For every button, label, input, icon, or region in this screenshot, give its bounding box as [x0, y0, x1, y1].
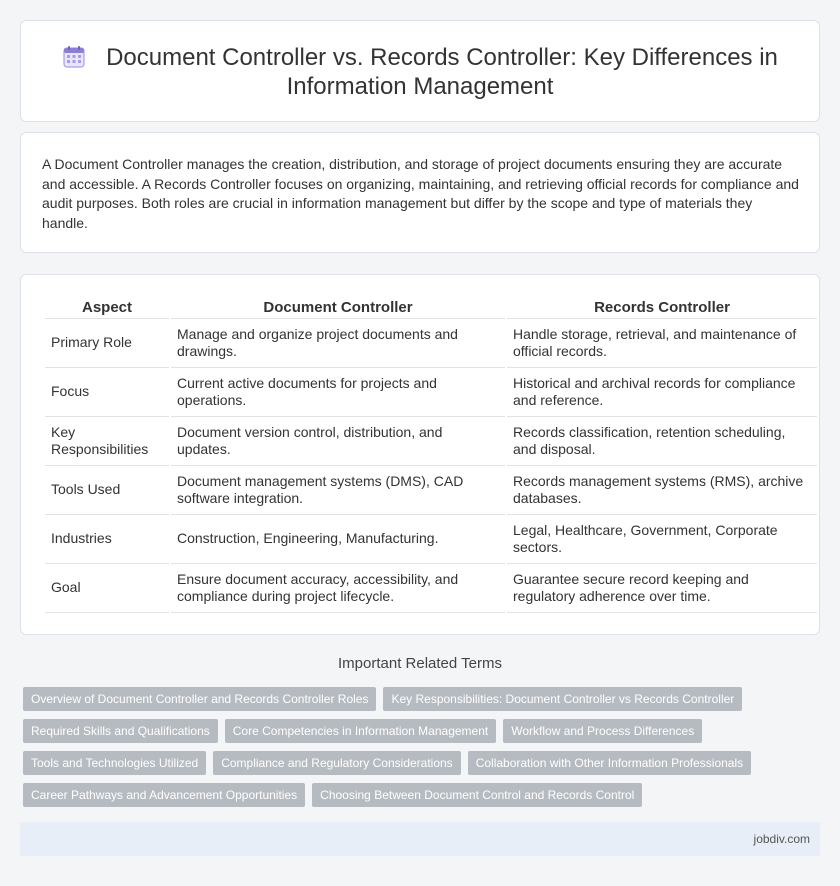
table-header-row	[45, 297, 817, 319]
intro-paragraph: A Document Controller manages the creation, distribution, and storage of project documents ensuring they are accurate and accessible. A Records Controller focuses on organizing, maintaining, and retrieving official records for compliance and audit purposes. Both roles are crucial in information management but differ by the scope and type of materials they handle.	[42, 156, 799, 231]
related-terms-heading: Important Related Terms	[338, 655, 502, 672]
aspect-cell: Tools Used	[45, 466, 169, 515]
related-term-tag[interactable]: Overview of Document Controller and Records Controller Roles	[23, 687, 376, 711]
related-term-tag[interactable]: Required Skills and Qualifications	[23, 719, 218, 743]
tag-row	[23, 687, 803, 711]
related-term-tag[interactable]: Key Responsibilities: Document Controller vs Records Controller	[383, 687, 742, 711]
footer-bar	[20, 822, 820, 856]
document-controller-cell: Manage and organize project documents and drawings.	[171, 319, 505, 368]
document-controller-cell: Document management systems (DMS), CAD software integration.	[171, 466, 505, 515]
records-controller-cell: Guarantee secure record keeping and regulatory adherence over time.	[507, 564, 817, 613]
document-controller-cell: Ensure document accuracy, accessibility, and compliance during project lifecycle.	[171, 564, 505, 613]
document-controller-cell: Current active documents for projects and operations.	[171, 368, 505, 417]
related-term-tag[interactable]: Core Competencies in Information Management	[225, 719, 496, 743]
related-term-tag[interactable]: Workflow and Process Differences	[503, 719, 702, 743]
aspect-cell: Focus	[45, 368, 169, 417]
calendar-icon	[62, 45, 86, 69]
related-term-tag[interactable]: Choosing Between Document Control and Records Control	[312, 783, 642, 807]
tag-row	[23, 719, 803, 743]
related-term-tag[interactable]: Compliance and Regulatory Considerations	[213, 751, 460, 775]
tag-row	[23, 751, 803, 775]
records-controller-cell: Legal, Healthcare, Government, Corporate sectors.	[507, 515, 817, 564]
records-controller-cell: Records management systems (RMS), archive databases.	[507, 466, 817, 515]
table-row	[45, 466, 817, 515]
comparison-card	[20, 274, 820, 635]
intro-card	[20, 132, 820, 253]
related-term-tag[interactable]: Career Pathways and Advancement Opportunities	[23, 783, 305, 807]
related-term-tag[interactable]: Tools and Technologies Utilized	[23, 751, 206, 775]
table-row	[45, 319, 817, 368]
header-card	[20, 20, 820, 122]
records-controller-cell: Records classification, retention scheduling, and disposal.	[507, 417, 817, 466]
related-terms-list	[23, 687, 803, 815]
table-row	[45, 368, 817, 417]
aspect-cell: Industries	[45, 515, 169, 564]
aspect-cell: Primary Role	[45, 319, 169, 368]
page-title-text: Document Controller vs. Records Controller: Key Differences in Information Management	[106, 44, 778, 100]
header-aspect: Aspect	[45, 297, 169, 319]
footer-site-link[interactable]: jobdiv.com	[753, 832, 810, 846]
table-row	[45, 515, 817, 564]
header-document-controller: Document Controller	[171, 297, 505, 319]
records-controller-cell: Handle storage, retrieval, and maintenance of official records.	[507, 319, 817, 368]
table-row	[45, 417, 817, 466]
page-title	[61, 43, 779, 101]
tag-row	[23, 783, 803, 807]
comparison-table	[43, 297, 819, 613]
document-controller-cell: Document version control, distribution, and updates.	[171, 417, 505, 466]
records-controller-cell: Historical and archival records for compliance and reference.	[507, 368, 817, 417]
related-term-tag[interactable]: Collaboration with Other Information Professionals	[468, 751, 751, 775]
aspect-cell: Key Responsibilities	[45, 417, 169, 466]
document-controller-cell: Construction, Engineering, Manufacturing.	[171, 515, 505, 564]
header-records-controller: Records Controller	[507, 297, 817, 319]
aspect-cell: Goal	[45, 564, 169, 613]
table-row	[45, 564, 817, 613]
